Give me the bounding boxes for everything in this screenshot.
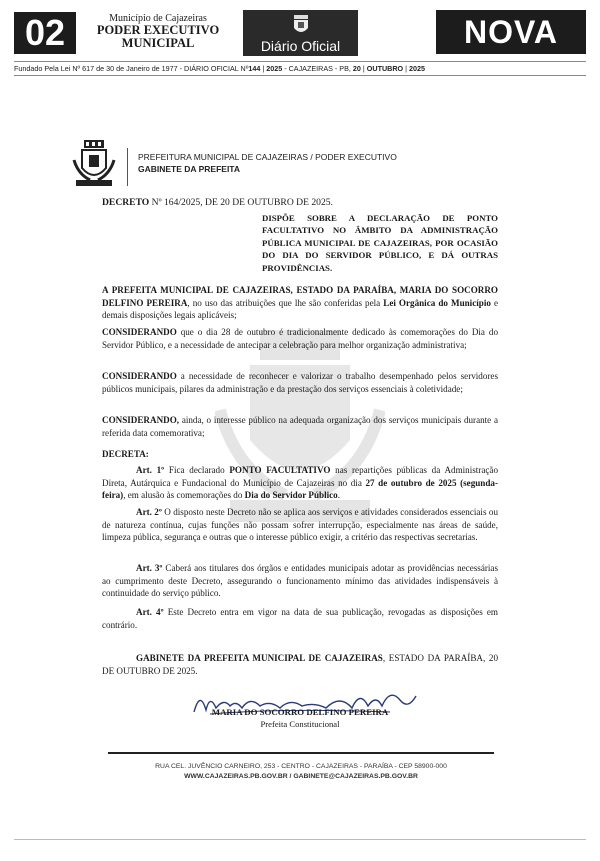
nova-era-logo: NOVA ERA bbox=[436, 10, 586, 54]
prefeitura-heading: PREFEITURA MUNICIPAL DE CAJAZEIRAS / PODER EXECUTIVO bbox=[138, 152, 397, 162]
edition-day: 20 bbox=[352, 64, 361, 73]
article-text: Fica declarado bbox=[164, 465, 230, 475]
municipal-coat-of-arms-icon bbox=[72, 140, 116, 190]
article-text: . bbox=[337, 490, 341, 501]
bar-separator: | bbox=[403, 64, 409, 73]
article-text: O disposto neste Decreto não se aplica aos serviços e atividades considerados essenciais ou de natureza contínua, cujas funções não possam sofrer interrupção, especialmente nas áreas de saúde, limpeza pública, segurança e outras que o interesse público exigir, a critério das respectivas secretarias. bbox=[102, 507, 498, 543]
considerando-text: ainda, o interesse público na adequada organização dos serviços municipais durante a referida data comemorativa; bbox=[102, 415, 498, 438]
article-text: Caberá aos titulares dos órgãos e entidades municipais adotar as providências necessárias ao cumprimento deste Decreto, assegurando o funcionamento mínimo das atividades indispensáveis à continuidade do serviço público. bbox=[102, 563, 498, 599]
closing-gabinete: GABINETE DA PREFEITA MUNICIPAL DE CAJAZEIRAS bbox=[136, 653, 383, 663]
issue-number-badge: 02 bbox=[14, 12, 76, 54]
article-4 bbox=[102, 606, 498, 631]
diario-oficial-block bbox=[243, 10, 358, 56]
edition-city: - CAJAZEIRAS - PB, bbox=[282, 64, 353, 73]
considerando-3 bbox=[102, 414, 498, 439]
closing-paragraph bbox=[102, 652, 498, 677]
edition-year: 2025 bbox=[266, 64, 283, 73]
considerando-1 bbox=[102, 326, 498, 351]
preamble-end: e demais disposições legais aplicáveis; bbox=[102, 297, 498, 321]
considerando-label: CONSIDERANDO bbox=[102, 327, 177, 337]
article-label: Art. 4º bbox=[136, 607, 164, 617]
bar-separator: | bbox=[260, 64, 267, 73]
article-1 bbox=[102, 464, 498, 502]
decree-number-text: Nº 164/2025, DE 20 DE OUTUBRO DE 2025. bbox=[149, 197, 333, 208]
considerando-text: que o dia 28 de outubro é tradicionalmente dedicado às comemorações do Dia do Servidor Público, e a necessidade de antecipar a celebração para melhor organização administrativa; bbox=[102, 327, 498, 350]
article-2 bbox=[102, 506, 498, 544]
diario-oficial-title: Diário Oficial bbox=[260, 38, 341, 54]
bar-separator: | bbox=[360, 64, 367, 73]
poder-executivo-title bbox=[82, 24, 234, 50]
preamble-paragraph bbox=[102, 284, 498, 322]
preamble-text: , no uso das atribuições que lhe são conferidas pela bbox=[187, 297, 384, 308]
signer-role: Prefeita Constitucional bbox=[260, 719, 340, 729]
decree-number bbox=[102, 197, 333, 208]
article-label: Art. 3º bbox=[136, 563, 163, 573]
considerando-2 bbox=[102, 370, 498, 395]
poder-line-2: MUNICIPAL bbox=[121, 36, 195, 50]
considerando-text: a necessidade de reconhecer e valorizar o trabalho desempenhado pelos servidores públicos municipais, pilares da administração e da prestação dos serviços essenciais à coletividade; bbox=[102, 371, 498, 394]
dia-do-servidor: Dia do Servidor Público bbox=[244, 490, 338, 501]
article-text: Este Decreto entra em vigor na data de sua publicação, revogadas as disposições em contrário. bbox=[102, 607, 498, 630]
signer-name: MARIA DO SOCORRO DELFINO PEREIRA bbox=[211, 707, 389, 717]
preamble-authority: A PREFEITA MUNICIPAL DE CAJAZEIRAS, ESTADO DA PARAÍBA, MARIA DO SOCORRO DELFINO PEREIRA bbox=[102, 285, 498, 308]
ponto-facultativo: PONTO FACULTATIVO bbox=[229, 465, 331, 475]
article-text: , em alusão às comemorações do bbox=[123, 490, 245, 501]
article-label: Art. 2º bbox=[136, 507, 162, 517]
decreta-heading: DECRETA: bbox=[102, 449, 149, 459]
closing-text: , ESTADO DA PARAÍBA, 20 DE OUTUBRO DE 2025. bbox=[102, 653, 498, 676]
edition-number: 144 bbox=[248, 64, 261, 73]
municipality-label: Município de Cajazeiras bbox=[109, 13, 207, 24]
lei-organica: Lei Orgânica do Município bbox=[383, 297, 491, 308]
article-label: Art. 1º bbox=[136, 465, 165, 475]
masthead-info-bar bbox=[14, 61, 586, 76]
letterhead-divider bbox=[127, 148, 128, 186]
page-bottom-divider bbox=[14, 839, 586, 840]
decree-summary: DISPÕE SOBRE A DECLARAÇÃO DE PONTO FACULTATIVO NO ÂMBITO DA ADMINISTRAÇÃO PÚBLICA MUNICIPAL DE CAJAZEIRAS, POR OCASIÃO DO DIA DO SERVIDOR PÚBLICO, E DÁ OUTRAS PROVIDÊNCIAS. bbox=[262, 213, 498, 273]
edition-year-2: 2025 bbox=[409, 64, 425, 73]
gabinete-heading: GABINETE DA PREFEITA bbox=[138, 164, 241, 174]
poder-line-1: PODER EXECUTIVO bbox=[96, 23, 220, 37]
considerando-label: CONSIDERANDO bbox=[102, 371, 177, 381]
gazette-crest-icon bbox=[291, 13, 311, 37]
footer-contact: WWW.CAJAZEIRAS.PB.GOV.BR / GABINETE@CAJAZEIRAS.PB.GOV.BR bbox=[184, 773, 418, 780]
footer-divider bbox=[108, 752, 494, 754]
footer-address: RUA CEL. JUVÊNCIO CARNEIRO, 253 - CENTRO - CAJAZEIRAS - PARAÍBA - CEP 58900-000 bbox=[155, 763, 447, 770]
founding-law: Fundado Pela Lei Nº 617 de 30 de Janeiro de 1977 - DIÁRIO OFICIAL Nº bbox=[14, 64, 249, 73]
decree-label: DECRETO bbox=[102, 197, 150, 208]
article-3 bbox=[102, 562, 498, 600]
edition-month: OUTUBRO bbox=[366, 64, 404, 73]
article-text: nas repartições públicas da Administração Direta, Autárquica e Fundacional do Município de Cajazeiras no dia bbox=[102, 465, 498, 488]
holiday-date: 27 de outubro de 2025 (segunda-feira) bbox=[102, 477, 498, 501]
considerando-label: CONSIDERANDO, bbox=[102, 415, 180, 425]
